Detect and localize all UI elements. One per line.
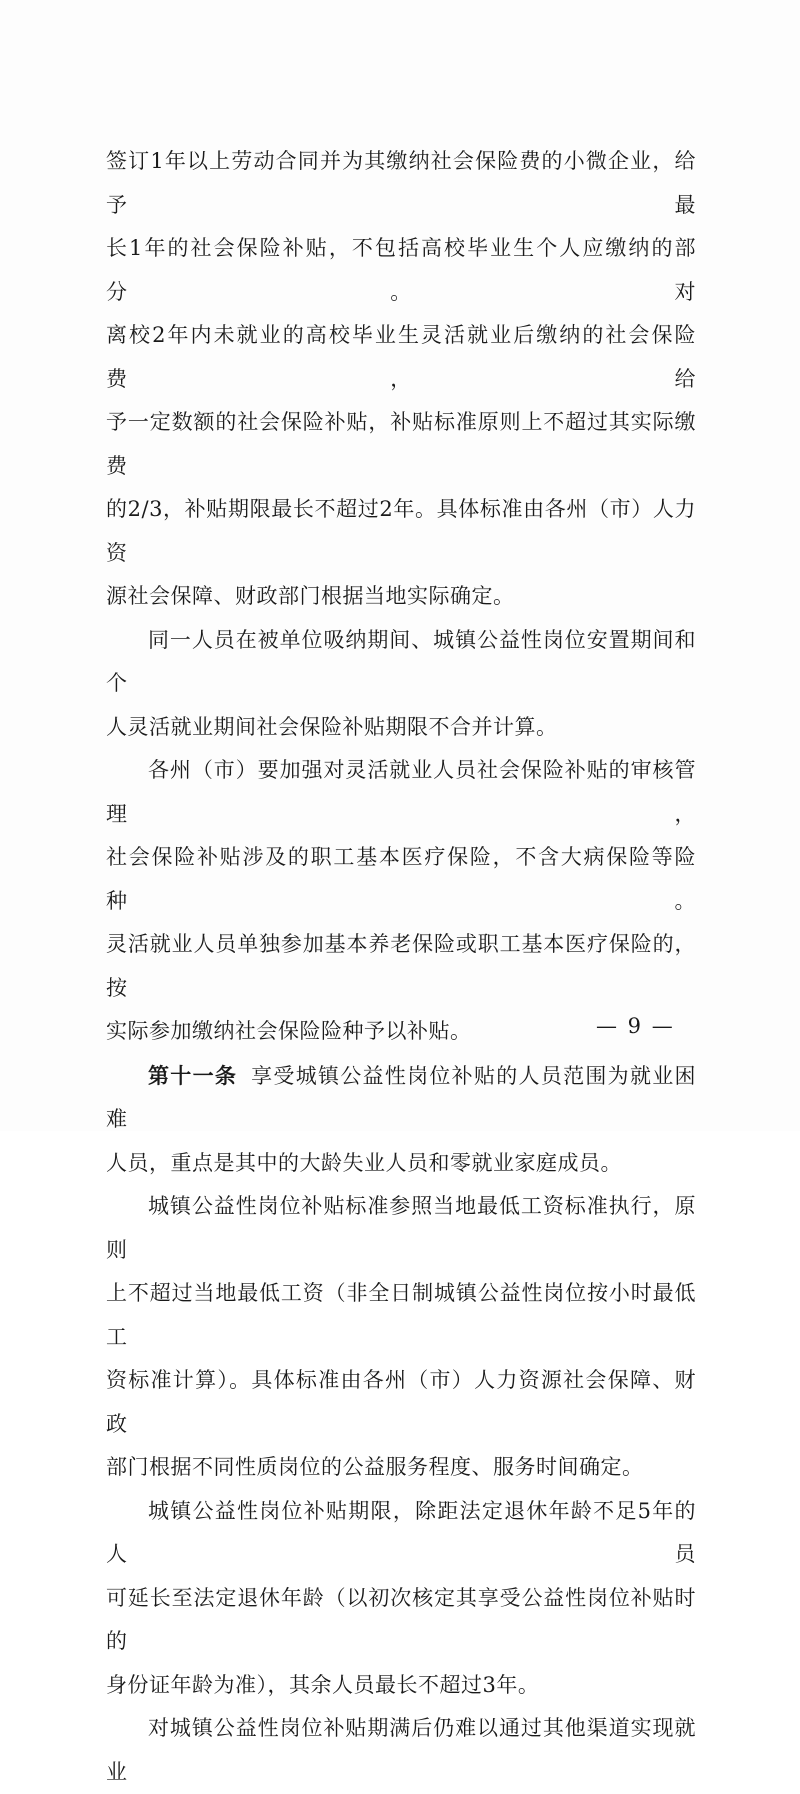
paragraph-line xyxy=(106,401,696,488)
line-text: 城镇公益性岗位补贴标准参照当地最低工资标准执行，原则 xyxy=(106,1194,696,1262)
line-text: 人员，重点是其中的大龄失业人员和零就业家庭成员。 xyxy=(106,1150,622,1175)
line-text: 社会保险补贴涉及的职工基本医疗保险，不含大病保险等险种。 xyxy=(106,845,696,913)
line-text: 享受城镇公益性岗位补贴的人员范围为就业困难 xyxy=(106,1063,697,1131)
paragraph-line xyxy=(106,575,696,619)
paragraph-line xyxy=(106,314,696,401)
paragraph-line xyxy=(106,706,696,750)
line-text: 人灵活就业期间社会保险补贴期限不合并计算。 xyxy=(106,714,558,739)
line-text: 灵活就业人员单独参加基本养老保险或职工基本医疗保险的，按 xyxy=(106,932,696,1000)
paragraph-line xyxy=(106,227,696,314)
paragraph-line xyxy=(106,488,696,575)
paragraph-line xyxy=(106,1185,696,1272)
paragraph-line xyxy=(106,140,696,227)
line-text: 身份证年龄为准），其余人员最长不超过3年。 xyxy=(106,1672,540,1697)
line-text: 资标准计算）。具体标准由各州（市）人力资源社会保障、财政 xyxy=(106,1368,696,1436)
line-text: 源社会保障、财政部门根据当地实际确定。 xyxy=(106,584,515,608)
paragraph-line xyxy=(106,1707,696,1794)
paragraph-line xyxy=(106,1664,696,1708)
page-number: — 9 — xyxy=(596,1014,675,1038)
paragraph-line xyxy=(106,1054,696,1142)
line-text: 长1年的社会保险补贴，不包括高校毕业生个人应缴纳的部分。对 xyxy=(106,236,696,304)
article-number: 第十一条 xyxy=(148,1062,238,1088)
line-text: 签订1年以上劳动合同并为其缴纳社会保险费的小微企业，给予最 xyxy=(106,149,696,217)
line-text: 实际参加缴纳社会保险险种予以补贴。 xyxy=(106,1019,472,1043)
paragraph-line xyxy=(106,1142,696,1186)
paragraph-line xyxy=(106,1272,696,1359)
line-text: 予一定数额的社会保险补贴，补贴标准原则上不超过其实际缴费 xyxy=(106,410,696,478)
line-text: 可延长至法定退休年龄（以初次核定其享受公益性岗位补贴时的 xyxy=(106,1585,696,1653)
paragraph-line xyxy=(106,1577,696,1664)
line-text: 部门根据不同性质岗位的公益服务程度、服务时间确定。 xyxy=(106,1455,644,1479)
line-text: 上不超过当地最低工资（非全日制城镇公益性岗位按小时最低工 xyxy=(106,1281,696,1349)
line-text: 对城镇公益性岗位补贴期满后仍难以通过其他渠道实现就业 xyxy=(106,1716,696,1784)
line-text: 的2/3，补贴期限最长不超过2年。具体标准由各州（市）人力资 xyxy=(106,497,696,565)
paragraph-line xyxy=(106,1359,696,1446)
paragraph-line xyxy=(106,1490,696,1577)
paragraph-line xyxy=(106,923,696,1010)
line-text: 同一人员在被单位吸纳期间、城镇公益性岗位安置期间和个 xyxy=(106,627,696,695)
paragraph-line xyxy=(106,836,696,923)
line-text: 各州（市）要加强对灵活就业人员社会保险补贴的审核管理， xyxy=(106,758,696,826)
paragraph-line xyxy=(106,1446,696,1490)
line-text: 城镇公益性岗位补贴期限，除距法定退休年龄不足5年的人员 xyxy=(106,1498,696,1566)
paragraph-line xyxy=(106,619,696,706)
line-text: 离校2年内未就业的高校毕业生灵活就业后缴纳的社会保险费，给 xyxy=(106,323,696,391)
paragraph-line xyxy=(106,749,696,836)
body-text xyxy=(106,140,696,1794)
